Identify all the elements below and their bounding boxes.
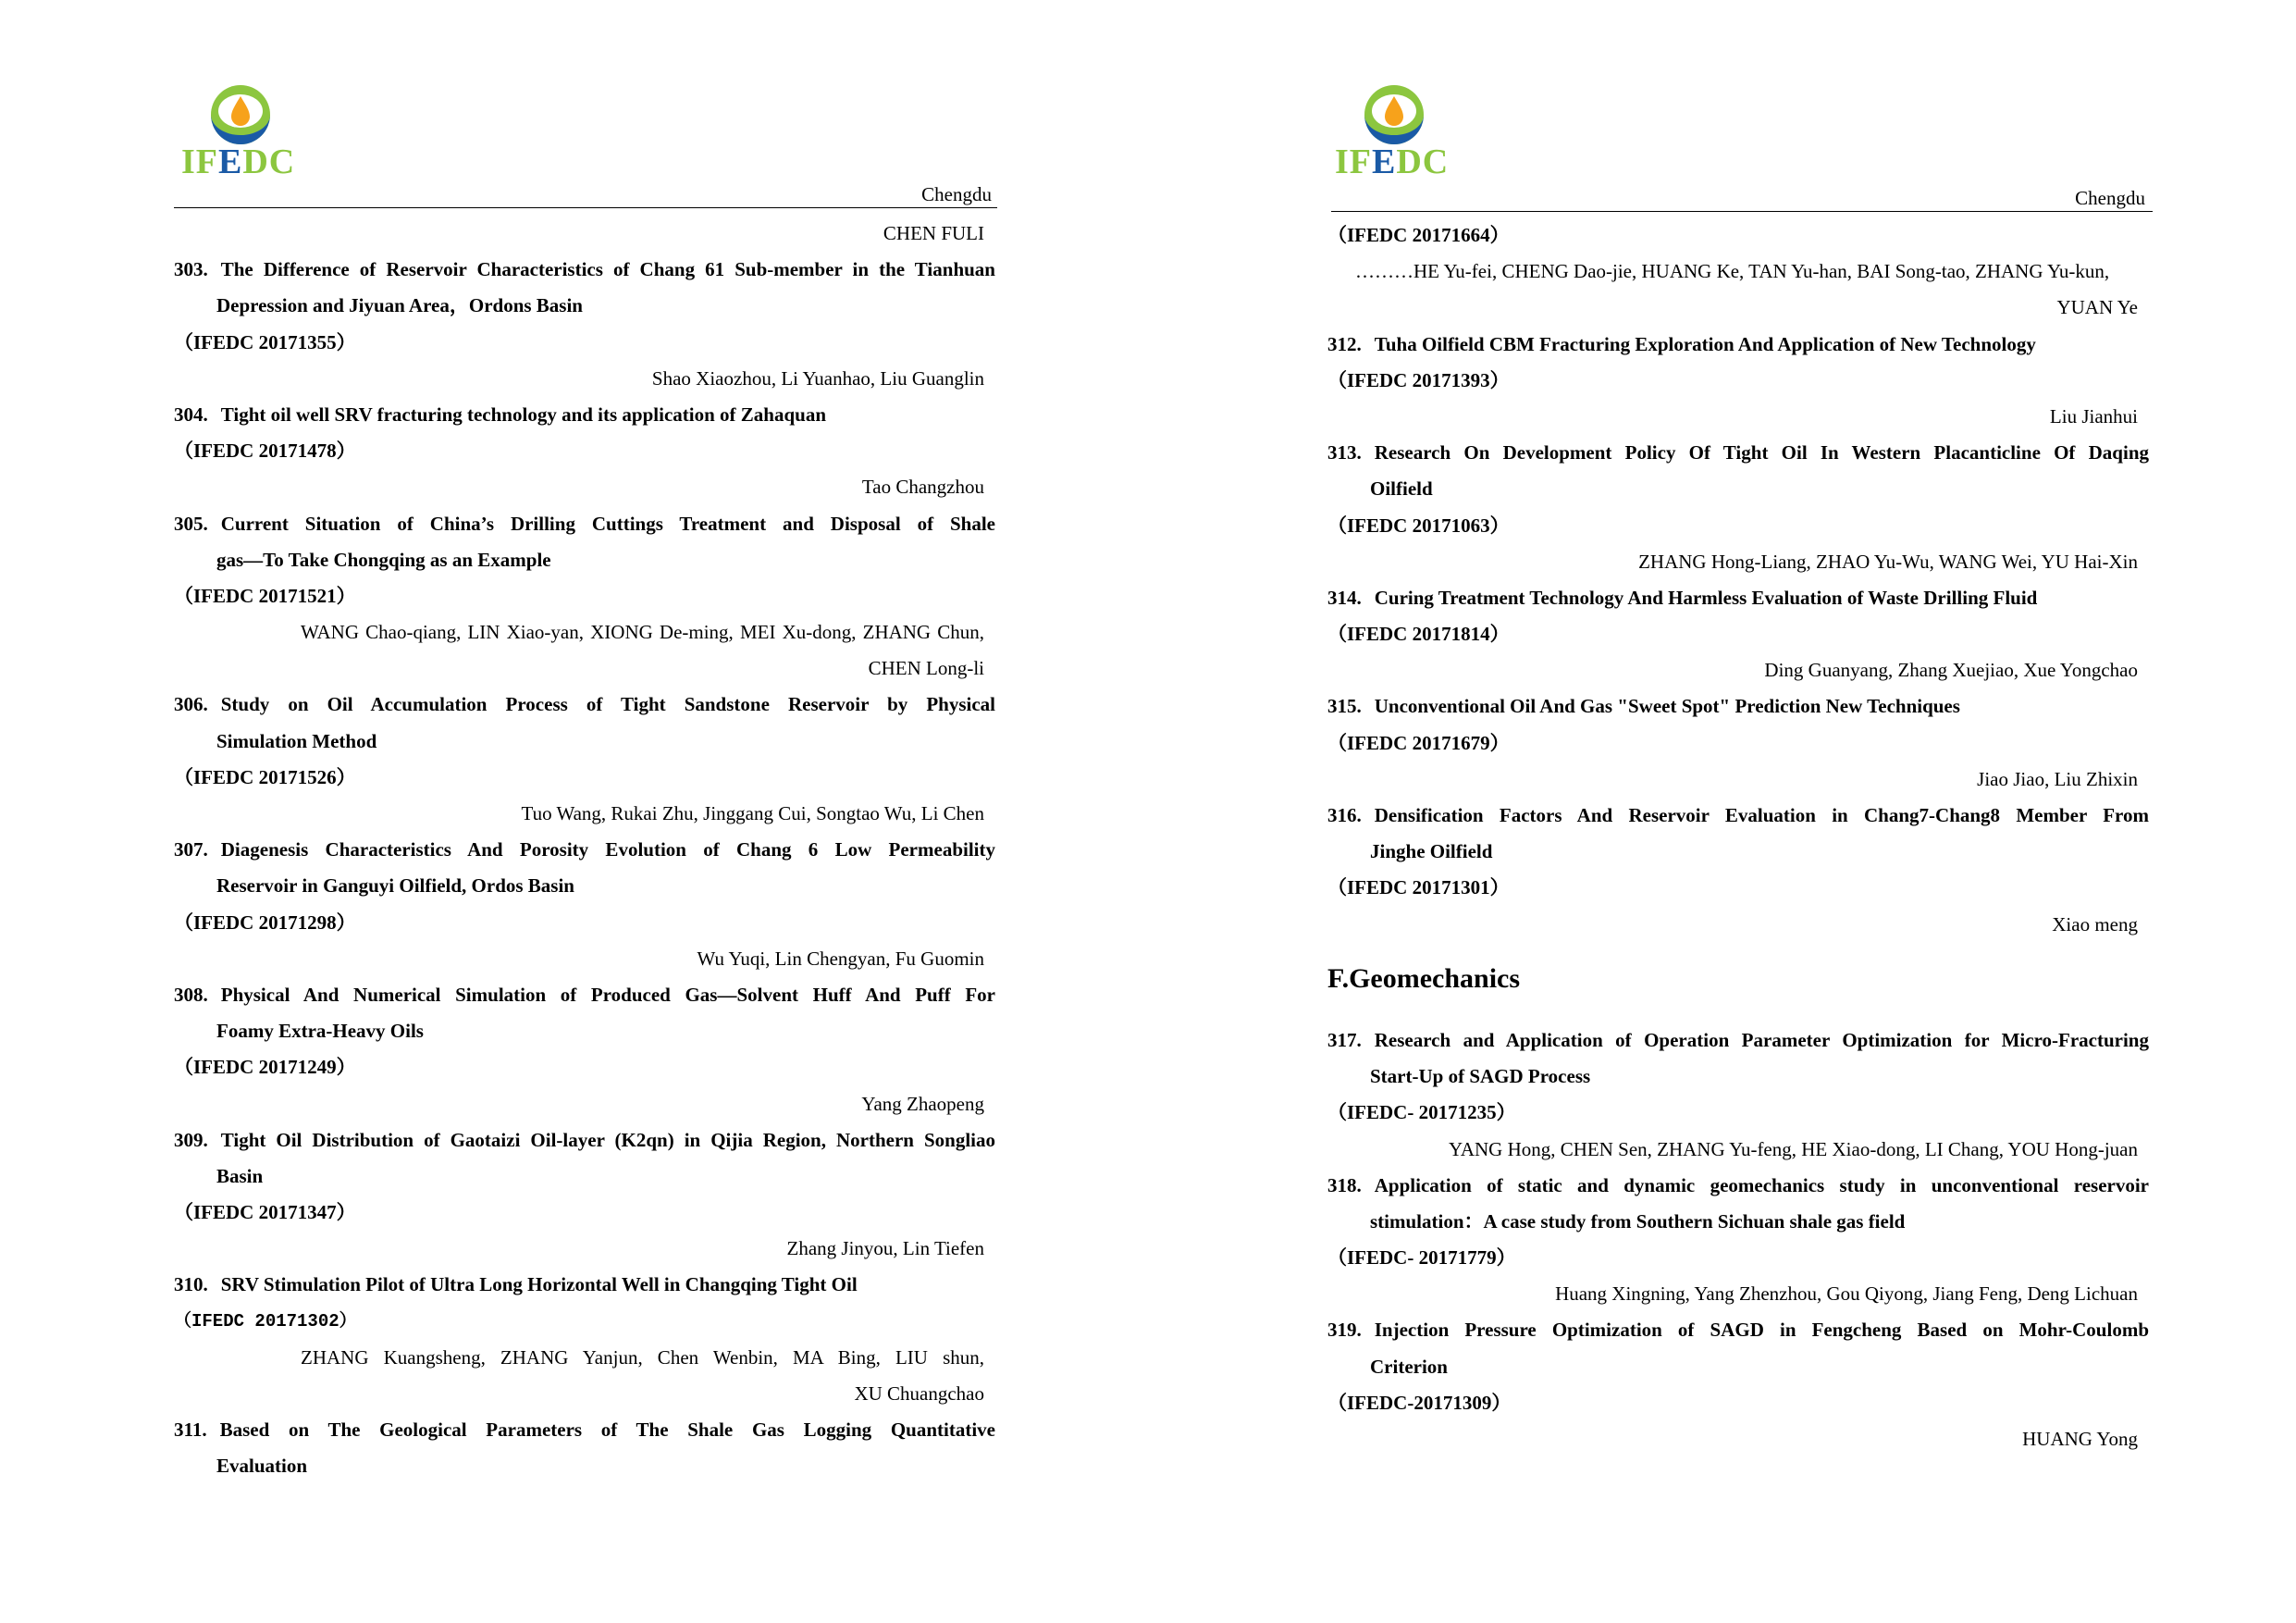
entry-title-cont: Simulation Method (216, 729, 377, 752)
logo-wordmark: IFEDC (181, 142, 296, 181)
entry-title: 305. Current Situation of China’s Drilling Cuttings Treatment and Disposal of Shale (174, 512, 995, 535)
header-rule (174, 207, 997, 208)
entry-title-cont: Evaluation (216, 1455, 308, 1478)
entry-code: （IFEDC 20171814） (1327, 623, 1510, 646)
entry-title-cont: Criterion (1370, 1355, 1448, 1378)
entry-authors: Ding Guanyang, Zhang Xuejiao, Xue Yongchao (1764, 659, 2138, 682)
entry-authors: Tuo Wang, Rukai Zhu, Jinggang Cui, Songtao Wu, Li Chen (521, 802, 984, 824)
section-heading: F.Geomechanics (1327, 962, 1521, 994)
entry-code: （IFEDC 20171301） (1327, 876, 1510, 899)
logo-wordmark: IFEDC (1335, 142, 1450, 181)
right-page (1327, 0, 2151, 1623)
entry-code: （IFEDC 20171664） (1327, 224, 1510, 246)
entry-code: （IFEDC 20171355） (174, 330, 356, 353)
entry-title-cont: stimulation：A case study from Southern Sichuan shale gas field (1370, 1209, 1906, 1233)
entry-authors: HUANG Yong (2022, 1428, 2138, 1450)
entry-authors: Xiao meng (2052, 912, 2138, 935)
entry-code: （IFEDC- 20171235） (1327, 1101, 1516, 1124)
entry-title-cont: gas—To Take Chongqing as an Example (216, 548, 551, 571)
entry-title-cont: Oilfield (1370, 477, 1433, 501)
entry-title: 306. Study on Oil Accumulation Process of Tight Sandstone Reservoir by Physical (174, 693, 995, 716)
entry-title: 319. Injection Pressure Optimization of SAGD in Fengcheng Based on Mohr-Coulomb (1327, 1319, 2149, 1342)
entry-code: （IFEDC-20171309） (1327, 1391, 1512, 1414)
logo-emblem-icon (205, 83, 276, 146)
header-city: Chengdu (2075, 187, 2145, 209)
entry-title: 314. Curing Treatment Technology And Harmless Evaluation of Waste Drilling Fluid (1327, 586, 2038, 609)
entry-title-cont: Start-Up of SAGD Process (1370, 1065, 1591, 1088)
entry-code: （IFEDC 20171298） (174, 911, 356, 934)
entry-code: （IFEDC 20171526） (174, 765, 356, 788)
entry-code: （IFEDC 20171521） (174, 584, 356, 607)
entry-title: 318. Application of static and dynamic geomechanics study in unconventional reservoir (1327, 1173, 2149, 1196)
entry-authors-cont: XU Chuangchao (854, 1382, 984, 1405)
entry-authors: ………HE Yu-fei, CHENG Dao-jie, HUANG Ke, TAN Yu-han, BAI Song-tao, ZHANG Yu-kun, (1355, 260, 2110, 283)
left-content (174, 216, 995, 1485)
entry-title: 310. SRV Stimulation Pilot of Ultra Long Horizontal Well in Changqing Tight Oil (174, 1273, 858, 1296)
ifedc-logo (1335, 83, 1453, 185)
entry-code: （IFEDC 20171063） (1327, 514, 1510, 537)
entry-title: 313. Research On Development Policy Of Tight Oil In Western Placanticline Of Daqing (1327, 441, 2149, 465)
entry-code: （IFEDC 20171302） (174, 1310, 357, 1332)
lead-author: CHEN FULI (883, 222, 984, 244)
entry-authors: YANG Hong, CHEN Sen, ZHANG Yu-feng, HE Xiao-dong, LI Chang, YOU Hong-juan (1448, 1137, 2138, 1160)
entry-title: 315. Unconventional Oil And Gas "Sweet Spot" Prediction New Techniques (1327, 695, 1960, 718)
entry-authors: ZHANG Hong-Liang, ZHAO Yu-Wu, WANG Wei, YU Hai-Xin (1638, 550, 2138, 573)
left-page (174, 0, 997, 1623)
entry-authors: Yang Zhaopeng (861, 1092, 984, 1115)
entry-authors: Zhang Jinyou, Lin Tiefen (786, 1237, 984, 1260)
entry-title-cont: Basin (216, 1164, 264, 1187)
entry-authors-cont: CHEN Long-li (868, 657, 984, 680)
entry-title: 304. Tight oil well SRV fracturing technology and its application of Zahaquan (174, 403, 827, 426)
entry-authors: Shao Xiaozhou, Li Yuanhao, Liu Guanglin (651, 366, 984, 390)
entry-authors: Tao Changzhou (861, 476, 984, 499)
entry-title: 307. Diagenesis Characteristics And Porosity Evolution of Chang 6 Low Permeability (174, 838, 995, 861)
entry-title: 311. Based on The Geological Parameters of The Shale Gas Logging Quantitative (174, 1419, 995, 1442)
entry-code: （IFEDC 20171249） (174, 1056, 356, 1079)
entry-title-cont: Reservoir in Ganguyi Oilfield, Ordos Basin (216, 874, 574, 898)
entry-authors: Jiao Jiao, Liu Zhixin (1977, 767, 2138, 790)
entry-authors: Huang Xingning, Yang Zhenzhou, Gou Qiyong, Jiang Feng, Deng Lichuan (1555, 1282, 2138, 1306)
header-rule (1331, 211, 2153, 212)
header-city: Chengdu (921, 183, 992, 205)
entry-title: 309. Tight Oil Distribution of Gaotaizi Oil-layer (K2qn) in Qijia Region, Northern Songliao (174, 1128, 995, 1151)
entry-title: 303. The Difference of Reservoir Characteristics of Chang 61 Sub-member in the Tianhuan (174, 258, 995, 281)
entry-title: 312. Tuha Oilfield CBM Fracturing Exploration And Application of New Technology (1327, 332, 2036, 355)
entry-code: （IFEDC 20171478） (174, 440, 356, 463)
entry-authors: Wu Yuqi, Lin Chengyan, Fu Guomin (697, 947, 984, 970)
entry-title-cont: Jinghe Oilfield (1370, 840, 1493, 863)
entry-title: 308. Physical And Numerical Simulation of Produced Gas—Solvent Huff And Puff For (174, 983, 995, 1006)
right-content (1327, 217, 2149, 1457)
entry-authors-cont: YUAN Ye (2056, 296, 2138, 319)
entry-code: （IFEDC 20171347） (174, 1201, 356, 1224)
ifedc-logo (181, 83, 300, 185)
entry-title-cont: Foamy Extra-Heavy Oils (216, 1020, 424, 1043)
entry-code: （IFEDC 20171393） (1327, 368, 1510, 391)
entry-authors: WANG Chao-qiang, LIN Xiao-yan, XIONG De-ming, MEI Xu-dong, ZHANG Chun, (301, 621, 984, 644)
entry-authors: ZHANG Kuangsheng, ZHANG Yanjun, Chen Wenbin, MA Bing, LIU shun, (301, 1345, 984, 1369)
entry-authors: Liu Jianhui (2049, 404, 2138, 427)
logo-emblem-icon (1359, 83, 1429, 146)
entry-title-cont: Depression and Jiyuan Area，Ordons Basin (216, 294, 583, 317)
entry-title: 317. Research and Application of Operation Parameter Optimization for Micro-Fracturing (1327, 1028, 2149, 1051)
entry-code: （IFEDC- 20171779） (1327, 1246, 1516, 1270)
entry-title: 316. Densification Factors And Reservoir Evaluation in Chang7-Chang8 Member From (1327, 804, 2149, 826)
entry-code: （IFEDC 20171679） (1327, 731, 1510, 754)
